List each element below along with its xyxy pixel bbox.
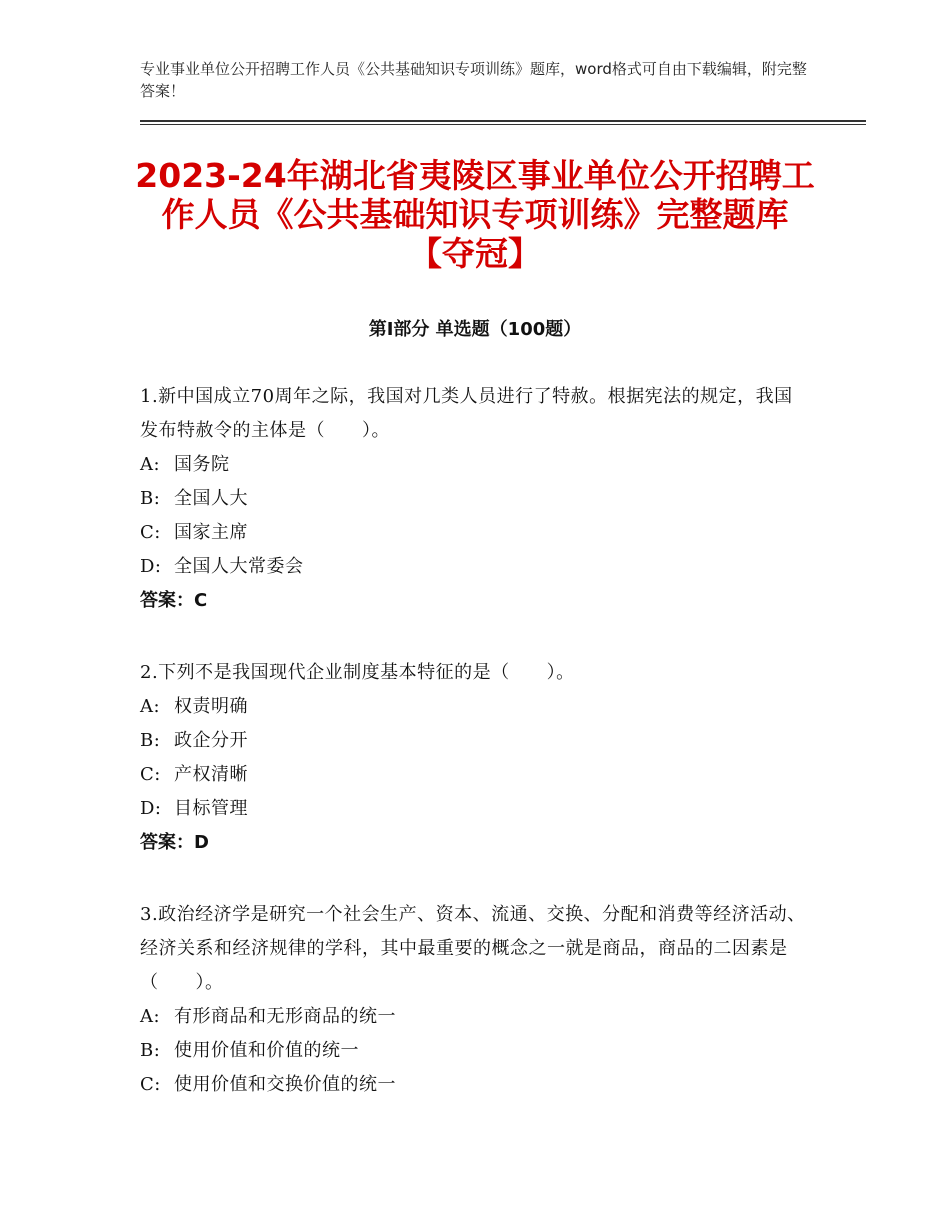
option-label: D: [140, 556, 162, 577]
option-text: 政企分开 [174, 730, 248, 751]
header-note: 专业事业单位公开招聘工作人员《公共基础知识专项训练》题库，word格式可自由下载编辑，附完整答案！ [140, 60, 807, 100]
option-text: 使用价值和交换价值的统一 [174, 1074, 396, 1095]
question-2 [140, 656, 810, 860]
header-rule [140, 120, 866, 122]
option-label: A: [140, 1006, 161, 1027]
option-text: 使用价值和价值的统一 [174, 1040, 359, 1061]
question-1 [140, 380, 810, 618]
option-c [140, 758, 810, 792]
document-title: 2023-24年湖北省夷陵区事业单位公开招聘工作人员《公共基础知识专项训练》完整题库【夺冠】 [135, 156, 815, 273]
option-d [140, 792, 810, 826]
option-a [140, 690, 810, 724]
option-label: A: [140, 696, 161, 717]
option-label: B: [140, 488, 161, 509]
option-c [140, 516, 810, 550]
question-stem: 3.政治经济学是研究一个社会生产、资本、流通、交换、分配和消费等经济活动、经济关系和经济规律的学科，其中最重要的概念之一就是商品，商品的二因素是（ ）。 [140, 904, 806, 993]
answer: 答案：D [140, 832, 209, 853]
option-label: B: [140, 730, 161, 751]
option-b [140, 724, 810, 758]
option-label: C: [140, 1074, 161, 1095]
question-list [140, 380, 810, 1140]
option-text: 国家主席 [174, 522, 248, 543]
question-stem: 1.新中国成立70周年之际，我国对几类人员进行了特赦。根据宪法的规定，我国发布特赦令的主体是（ ）。 [140, 386, 793, 441]
option-b [140, 1034, 810, 1068]
option-label: D: [140, 798, 162, 819]
option-text: 权责明确 [174, 696, 248, 717]
option-text: 全国人大常委会 [174, 556, 304, 577]
option-text: 国务院 [174, 454, 230, 475]
question-3 [140, 898, 810, 1102]
answer: 答案：C [140, 590, 208, 611]
option-a [140, 1000, 810, 1034]
option-b [140, 482, 810, 516]
option-text: 全国人大 [174, 488, 248, 509]
option-d [140, 550, 810, 584]
option-label: A: [140, 454, 161, 475]
question-stem: 2.下列不是我国现代企业制度基本特征的是（ ）。 [140, 662, 575, 683]
option-label: C: [140, 764, 161, 785]
option-text: 目标管理 [174, 798, 248, 819]
option-a [140, 448, 810, 482]
option-text: 有形商品和无形商品的统一 [174, 1006, 396, 1027]
option-text: 产权清晰 [174, 764, 248, 785]
option-label: B: [140, 1040, 161, 1061]
header-rule-thin [140, 124, 866, 125]
option-label: C: [140, 522, 161, 543]
option-c [140, 1068, 810, 1102]
section-heading: 第Ⅰ部分 单选题（100题） [368, 319, 582, 340]
